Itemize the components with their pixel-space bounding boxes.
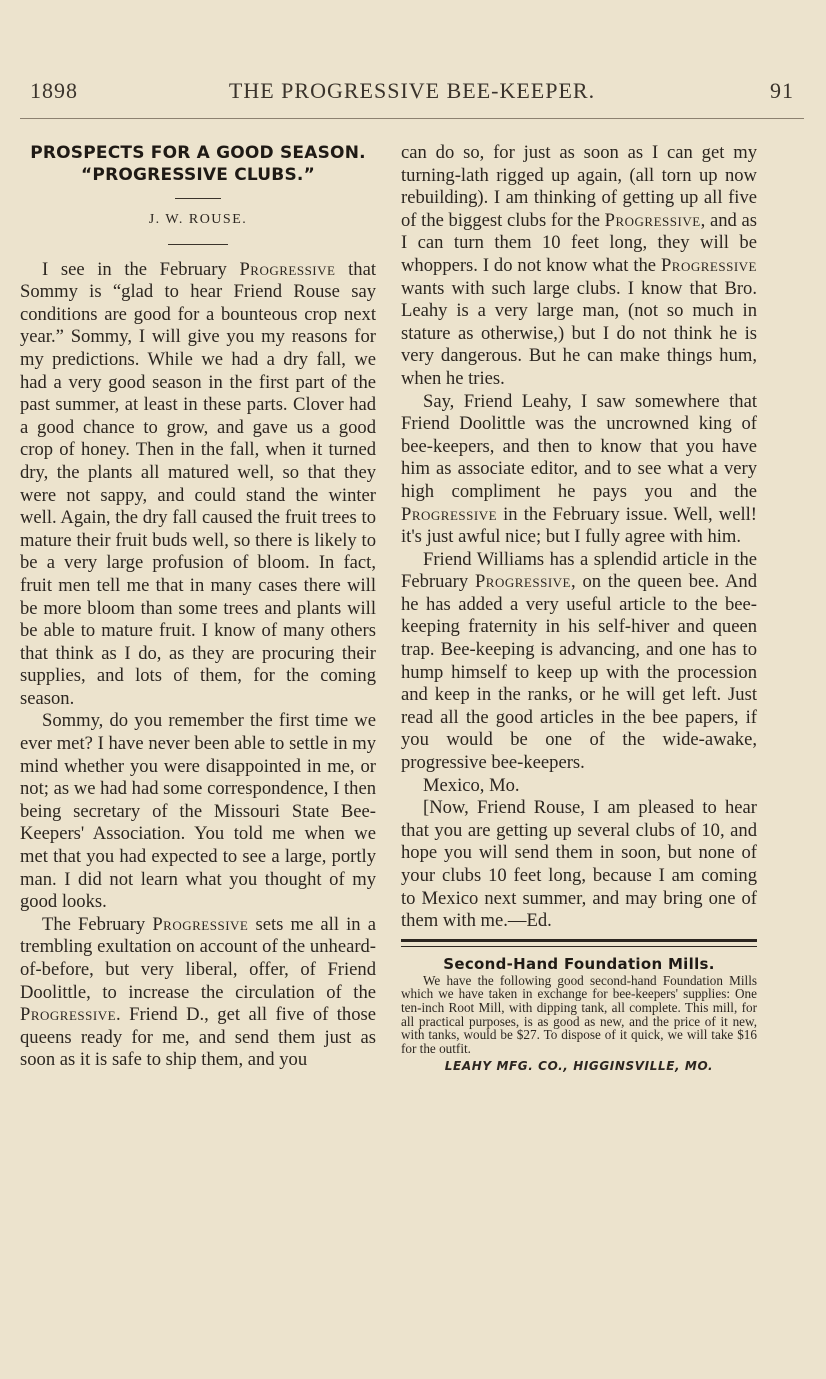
paragraph-5 — [401, 549, 757, 775]
journal-name: Progressive — [152, 913, 249, 935]
byline: J. W. ROUSE. — [148, 212, 248, 227]
text-run: , and as I can turn them 10 feet long, they will be whoppers. I do not know what the — [401, 209, 758, 276]
title-divider — [175, 198, 221, 199]
paragraph-4 — [401, 391, 757, 549]
paragraph-2: Sommy, do you remember the first time we ever met? I have never been able to settle in my mind whether you were disappointed in me, or not; as we had had some correspondence, I then being secretary of the Missouri State Bee-Keepers' Association. You told me when we met that you had expected to see a large, portly man. I did not learn what you thought of my good looks. — [20, 710, 376, 913]
ad-signature: LEAHY MFG. CO., HIGGINSVILLE, MO. — [444, 1059, 714, 1074]
text-run: . Friend D., get all five of those queens ready for me, and send them just as soon as it is safe to ship them, and you — [20, 1004, 376, 1071]
text-run: Friend Williams has a splendid article in the February — [401, 548, 757, 593]
ad-body: We have the following good second-hand Foundation Mills which we have taken in exchange for bee-keepers' supplies: One ten-inch Root Mill, with dipping tank, all complete. This mill, for all practical purposes, is as good as new, and the price of it new, with tanks, would be $27. To dispose of it quick, we will take $16 for the outfit. — [401, 972, 757, 1056]
header-rule — [20, 118, 804, 119]
journal-name: Progressive — [239, 258, 336, 280]
left-column — [20, 142, 376, 1072]
text-run: I see in the February — [42, 258, 240, 280]
advertisement — [401, 955, 757, 1078]
paragraph-3 — [20, 914, 376, 1072]
journal-name: Progressive — [401, 503, 498, 525]
text-run: wants with such large clubs. I know that Bro. Leahy is a very large man, (not so much in stature as otherwise,) but I do not think he is very dangerous. But he can make things hum, when he tries. — [401, 277, 757, 389]
text-run: can do so, for just as soon as I can get my turning-lath rigged up again, (all torn up now rebuilding). I am thinking of getting up all five of the biggest clubs for the — [401, 142, 757, 231]
journal-name: Progressive — [660, 254, 757, 276]
paragraph-1 — [20, 259, 376, 711]
article-title: PROSPECTS FOR A GOOD SEASON. — [30, 143, 366, 163]
page-year: 1898 — [30, 78, 78, 103]
text-run: The February — [42, 913, 153, 935]
ad-title: Second-Hand Foundation Mills. — [443, 954, 715, 973]
page-number: 91 — [770, 78, 794, 103]
text-run: in the February issue. Well, well! it's just awful nice; but I fully agree with him. — [401, 503, 757, 548]
dateline: Mexico, Mo. — [423, 774, 520, 796]
running-head — [30, 78, 794, 108]
editor-note: [Now, Friend Rouse, I am pleased to hear that you are getting up several clubs of 10, and hope you will send them in soon, but none of your clubs 10 feet long, because I am coming to Mexico next summer, and may bring one of them with me.—Ed. — [401, 797, 757, 932]
journal-title: THE PROGRESSIVE BEE-KEEPER. — [228, 78, 596, 103]
article-subtitle: “PROGRESSIVE CLUBS.” — [81, 165, 315, 185]
journal-name: Progressive — [604, 209, 701, 231]
text-run: Say, Friend Leahy, I saw somewhere that Friend Doolittle was the uncrowned king of bee-keepers, and then to know that you have him as associate editor, and to see what a very high compliment he pays you and the — [401, 390, 757, 502]
text-run: sets me all in a trembling exultation on account of the unheard-of-before, but very liberal, offer, of Friend Doolittle, to increase the circulation of the — [20, 913, 376, 1003]
paragraph-3-continued — [401, 142, 757, 391]
byline-divider — [168, 244, 228, 245]
right-column — [401, 142, 757, 1078]
journal-name: Progressive — [474, 571, 571, 593]
text-run: that Sommy is “glad to hear Friend Rouse say conditions are good for a bounteous crop next year.” Sommy, I will give you my reasons for my predictions. While we had a dry fall, we had a very good season in the first part of the past summer, at least in these parts. Clover had a good chance to grow, and gave us a good crop of honey. Then in the fall, when it turned dry, the plants all matured well, so that they were not sappy, and could stand the winter well. Again, the dry fall caused the fruit trees to mature their fruit buds well, so there is likely to be a very large profusion of bloom. In fact, fruit men tell me that in many cases there will be more bloom than some trees and plants will be able to mature fruit. I know of many others that think as I do, as they are procuring their supplies, and lots of them, for the coming season. — [20, 258, 376, 709]
ad-divider — [401, 939, 757, 947]
journal-name: Progressive — [20, 1004, 117, 1026]
text-run: , on the queen bee. And he has added a very useful article to the bee-keeping fraternity in his self-hiver and queen trap. Bee-keeping is advancing, and one has to hump himself to keep up with the procession and keep in the ranks, or he will get left. Just read all the good articles in the bee papers, if you would be one of the wide-awake, progressive bee-keepers. — [401, 571, 757, 774]
